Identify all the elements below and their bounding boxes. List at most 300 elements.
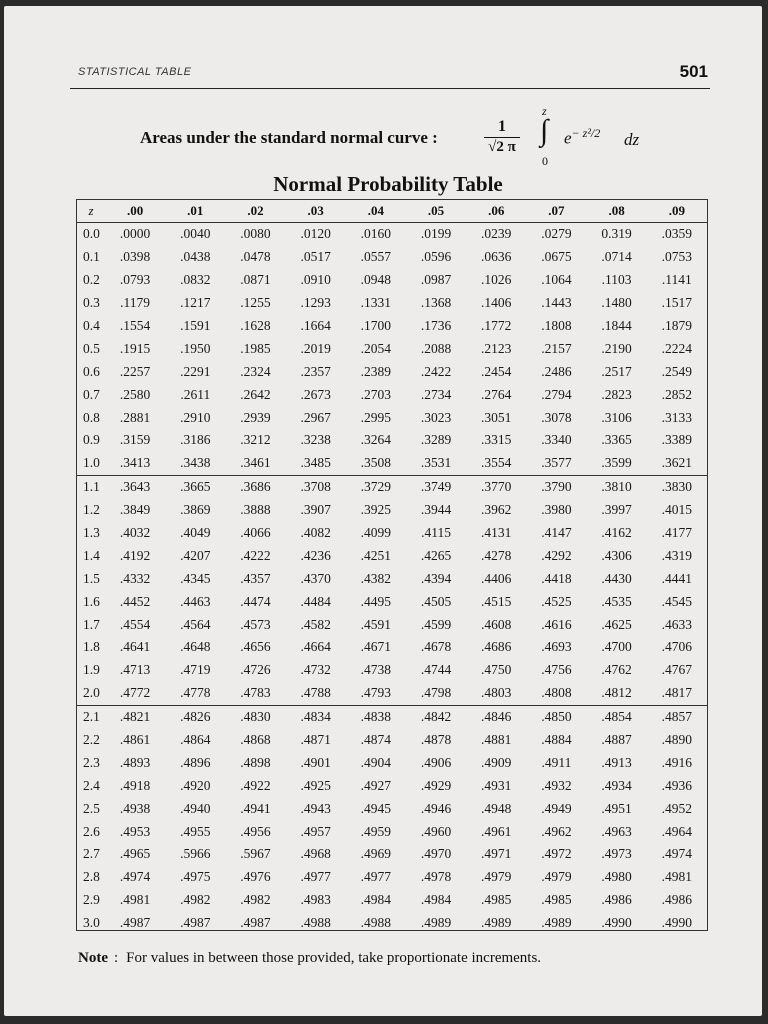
probability-cell: .4713 xyxy=(119,662,151,678)
table-row xyxy=(77,797,707,820)
probability-cell: .4977 xyxy=(360,869,392,885)
probability-cell: .4591 xyxy=(360,616,392,632)
probability-cell: .4265 xyxy=(420,547,452,563)
probability-cell: .1443 xyxy=(541,295,572,311)
z-value-cell: 2.1 xyxy=(83,709,100,725)
probability-cell: .0120 xyxy=(300,226,331,242)
probability-cell: .4871 xyxy=(300,732,331,748)
probability-cell: .2611 xyxy=(180,386,211,402)
probability-cell: .4920 xyxy=(180,777,211,793)
probability-cell: .4948 xyxy=(481,800,512,816)
probability-cell: .0987 xyxy=(420,272,452,288)
probability-cell: .1664 xyxy=(300,318,331,333)
table-row xyxy=(77,613,707,636)
probability-cell: .4656 xyxy=(240,639,271,655)
probability-cell: .4798 xyxy=(406,682,466,705)
z-value-cell: 0.5 xyxy=(83,340,100,356)
probability-cell: .4981 xyxy=(119,892,151,908)
probability-cell: .1554 xyxy=(119,318,151,333)
probability-cell: .4881 xyxy=(481,732,512,748)
table-row xyxy=(77,820,707,843)
probability-cell: .4971 xyxy=(481,846,512,862)
page-number: 501 xyxy=(679,62,708,81)
probability-cell: .4015 xyxy=(661,502,693,518)
probability-cell: .2486 xyxy=(541,363,572,379)
fraction-numerator: 1 xyxy=(484,118,520,138)
probability-cell: .1293 xyxy=(300,295,331,311)
probability-cell: .3212 xyxy=(240,432,271,448)
header-z: z xyxy=(77,200,105,223)
probability-cell: .4946 xyxy=(420,800,452,816)
probability-cell: .4671 xyxy=(360,639,392,655)
probability-cell: .4985 xyxy=(541,892,572,908)
probability-cell: .1217 xyxy=(180,295,211,311)
probability-cell: .2019 xyxy=(300,340,331,356)
probability-cell: .4974 xyxy=(661,846,693,862)
probability-cell: .4767 xyxy=(661,662,693,678)
probability-cell: .4940 xyxy=(180,800,211,816)
probability-cell: .3962 xyxy=(481,502,512,518)
table-row xyxy=(77,544,707,567)
formula-block xyxy=(140,104,660,174)
probability-cell: .4838 xyxy=(360,709,392,725)
probability-cell: .4896 xyxy=(180,754,211,770)
probability-cell: .4909 xyxy=(481,754,512,770)
probability-cell: .4177 xyxy=(661,525,693,541)
probability-cell: .4641 xyxy=(119,639,151,655)
probability-cell: .0832 xyxy=(180,272,211,288)
integral-upper-limit: z xyxy=(542,104,547,118)
probability-cell: .0793 xyxy=(119,272,151,288)
table-row xyxy=(77,774,707,797)
probability-cell: .3790 xyxy=(541,479,572,495)
probability-cell: .4949 xyxy=(541,800,572,816)
probability-cell: .3461 xyxy=(225,452,285,475)
probability-cell: .4893 xyxy=(119,754,151,770)
probability-cell: .4738 xyxy=(360,662,392,678)
z-value-cell: 3.0 xyxy=(83,915,100,931)
probability-cell: .4973 xyxy=(601,846,632,862)
probability-cell: .1141 xyxy=(661,272,692,288)
probability-cell: .4990 xyxy=(601,915,632,931)
probability-cell: .4850 xyxy=(541,709,572,725)
probability-cell: .3686 xyxy=(240,479,271,495)
z-value-cell: 2.7 xyxy=(83,846,100,862)
header-col: .05 xyxy=(406,200,466,223)
probability-cell: .4864 xyxy=(180,732,211,748)
probability-cell: .4953 xyxy=(119,823,151,839)
probability-cell: .4842 xyxy=(420,709,452,725)
probability-cell: .2967 xyxy=(300,409,331,425)
probability-cell: .0160 xyxy=(360,226,392,242)
probability-cell: .3729 xyxy=(360,479,392,495)
probability-cell: .4987 xyxy=(119,915,151,931)
header-col: .00 xyxy=(105,200,165,223)
probability-cell: .4382 xyxy=(360,570,392,586)
probability-cell: .4452 xyxy=(119,593,151,609)
probability-cell: .4345 xyxy=(180,570,211,586)
probability-cell: .4990 xyxy=(661,915,693,931)
probability-cell: .4554 xyxy=(119,616,151,632)
probability-cell: .3023 xyxy=(420,409,452,425)
normal-probability-table xyxy=(76,199,708,931)
probability-cell: .4762 xyxy=(601,662,632,678)
probability-cell: .0438 xyxy=(180,249,211,265)
probability-cell: .4861 xyxy=(119,732,151,748)
probability-cell: .4495 xyxy=(360,593,392,609)
probability-cell: .4812 xyxy=(587,682,647,705)
probability-cell: .3944 xyxy=(420,502,452,518)
probability-cell: .4972 xyxy=(541,846,572,862)
probability-cell: .3907 xyxy=(300,502,331,518)
probability-cell: .4484 xyxy=(300,593,331,609)
z-value-cell: 2.2 xyxy=(83,732,100,748)
table-row xyxy=(77,246,707,269)
z-value-cell: 0.9 xyxy=(83,432,100,448)
probability-cell: .4963 xyxy=(601,823,632,839)
probability-cell: .2703 xyxy=(360,386,392,402)
probability-cell: .4943 xyxy=(300,800,331,816)
probability-cell: .4857 xyxy=(661,709,693,725)
z-value-cell: 2.8 xyxy=(83,869,100,885)
probability-cell: .0199 xyxy=(420,226,452,242)
probability-cell: .2123 xyxy=(481,340,512,356)
probability-cell: .3289 xyxy=(420,432,452,448)
probability-cell: .4986 xyxy=(661,892,693,908)
probability-cell: .2673 xyxy=(300,386,331,402)
probability-cell: .2054 xyxy=(360,340,392,356)
probability-cell: .4960 xyxy=(420,823,452,839)
probability-cell: .4278 xyxy=(481,547,512,563)
probability-cell: .4131 xyxy=(481,525,512,541)
table-row xyxy=(77,499,707,522)
probability-cell: .1844 xyxy=(601,318,632,333)
probability-cell: .4251 xyxy=(360,547,392,563)
probability-cell: .4826 xyxy=(180,709,211,725)
table-row xyxy=(77,682,707,705)
probability-cell: .4988 xyxy=(300,915,331,931)
probability-cell: .4719 xyxy=(180,662,211,678)
probability-cell: .4941 xyxy=(240,800,271,816)
probability-cell: .0279 xyxy=(541,226,572,242)
header-col: .08 xyxy=(587,200,647,223)
z-value-cell: 2.0 xyxy=(77,682,105,705)
probability-cell: .4778 xyxy=(165,682,225,705)
probability-cell: .4984 xyxy=(420,892,452,908)
z-value-cell: 0.6 xyxy=(83,363,100,379)
probability-cell: .1406 xyxy=(481,295,512,311)
probability-cell: .1064 xyxy=(541,272,572,288)
probability-cell: .4032 xyxy=(119,525,151,541)
table-row xyxy=(77,452,707,475)
probability-cell: .4793 xyxy=(346,682,406,705)
probability-cell: .0753 xyxy=(661,249,693,265)
integrand-base: e xyxy=(564,128,572,148)
section-title: STATISTICAL TABLE xyxy=(78,66,192,78)
probability-cell: .4147 xyxy=(541,525,572,541)
probability-cell: .2517 xyxy=(601,363,632,379)
probability-cell: .3264 xyxy=(360,432,392,448)
probability-cell: .3531 xyxy=(406,452,466,475)
probability-cell: .4406 xyxy=(481,570,512,586)
probability-cell: .4744 xyxy=(420,662,452,678)
probability-cell: .1879 xyxy=(661,318,693,333)
probability-cell: .3389 xyxy=(661,432,693,448)
table-row xyxy=(77,337,707,360)
probability-cell: .4441 xyxy=(661,570,693,586)
probability-cell: .4911 xyxy=(541,754,572,770)
probability-cell: .2580 xyxy=(119,386,151,402)
probability-cell: .1808 xyxy=(541,318,572,333)
probability-cell: .4929 xyxy=(420,777,452,793)
probability-cell: .4756 xyxy=(541,662,572,678)
z-value-cell: 2.9 xyxy=(83,892,100,908)
probability-cell: .2794 xyxy=(541,386,572,402)
probability-cell: .4989 xyxy=(420,915,452,931)
probability-cell: .4115 xyxy=(421,525,451,541)
probability-cell: .4162 xyxy=(601,525,632,541)
z-value-cell: 0.7 xyxy=(83,386,100,402)
probability-cell: .4463 xyxy=(180,593,211,609)
probability-cell: .4535 xyxy=(601,593,632,609)
probability-cell: .2389 xyxy=(360,363,392,379)
table-header-row xyxy=(77,200,707,223)
probability-cell: .2881 xyxy=(119,409,151,425)
probability-cell: .4936 xyxy=(661,777,693,793)
probability-cell: .0557 xyxy=(360,249,392,265)
probability-cell: .3810 xyxy=(601,479,632,495)
probability-cell: .3159 xyxy=(119,432,151,448)
probability-cell: .4418 xyxy=(541,570,572,586)
probability-cell: .4951 xyxy=(601,800,632,816)
table-row xyxy=(77,636,707,659)
probability-cell: .4982 xyxy=(180,892,211,908)
probability-cell: .4981 xyxy=(661,869,693,885)
probability-cell: .2910 xyxy=(180,409,211,425)
probability-cell: .1103 xyxy=(601,272,632,288)
probability-cell: .4732 xyxy=(300,662,331,678)
probability-cell: .4962 xyxy=(541,823,572,839)
probability-cell: .4957 xyxy=(300,823,331,839)
probability-cell: .4474 xyxy=(240,593,271,609)
header-col: .01 xyxy=(165,200,225,223)
z-value-cell: 0.1 xyxy=(83,249,100,265)
table-row xyxy=(77,292,707,315)
probability-cell: .4706 xyxy=(661,639,693,655)
fraction-denominator: √2 π xyxy=(488,139,516,155)
probability-cell: .4989 xyxy=(481,915,512,931)
probability-cell: .3997 xyxy=(601,502,632,518)
header-col: .07 xyxy=(526,200,586,223)
probability-cell: .3238 xyxy=(300,432,331,448)
header-col: .04 xyxy=(346,200,406,223)
header-col: .06 xyxy=(466,200,526,223)
header-col: .02 xyxy=(225,200,285,223)
differential: dz xyxy=(624,130,640,149)
probability-cell: .4922 xyxy=(240,777,271,793)
probability-cell: .3554 xyxy=(466,452,526,475)
probability-cell: .4874 xyxy=(360,732,392,748)
probability-cell: .4982 xyxy=(240,892,271,908)
probability-cell: .4693 xyxy=(541,639,572,655)
probability-cell: .4976 xyxy=(240,869,271,885)
probability-cell: .3508 xyxy=(346,452,406,475)
probability-cell: .3485 xyxy=(286,452,346,475)
probability-cell: .2324 xyxy=(240,363,271,379)
z-value-cell: 0.2 xyxy=(83,272,100,288)
probability-cell: .1480 xyxy=(601,295,632,311)
probability-cell: .4319 xyxy=(661,547,693,563)
probability-cell: .0871 xyxy=(240,272,271,288)
probability-cell: .1179 xyxy=(120,295,151,311)
probability-cell: .4357 xyxy=(240,570,271,586)
probability-cell: .0596 xyxy=(420,249,452,265)
table-row xyxy=(77,912,707,935)
probability-cell: .4987 xyxy=(240,915,271,931)
probability-cell: .4959 xyxy=(360,823,392,839)
probability-cell: .3830 xyxy=(661,479,693,495)
table-row xyxy=(77,729,707,752)
probability-cell: .4846 xyxy=(481,709,512,725)
probability-cell: .4979 xyxy=(541,869,572,885)
z-value-cell: 1.2 xyxy=(83,502,100,518)
probability-cell: .4817 xyxy=(647,682,707,705)
header-col: .03 xyxy=(286,200,346,223)
table-row xyxy=(77,406,707,429)
probability-cell: .4625 xyxy=(601,616,632,632)
probability-cell: .2642 xyxy=(240,386,271,402)
footnote xyxy=(78,950,541,967)
note-text: For values in between those provided, take proportionate increments. xyxy=(126,950,542,966)
probability-cell: .1591 xyxy=(180,318,211,333)
probability-cell: .4616 xyxy=(541,616,572,632)
probability-cell: .2823 xyxy=(601,386,632,402)
probability-cell: .4772 xyxy=(105,682,165,705)
table-row xyxy=(77,475,707,498)
probability-cell: .4099 xyxy=(360,525,392,541)
probability-cell: .4978 xyxy=(420,869,452,885)
probability-cell: .2764 xyxy=(481,386,512,402)
probability-cell: .4049 xyxy=(180,525,211,541)
probability-cell: .4964 xyxy=(661,823,693,839)
formula-caption: Areas under the standard normal curve : xyxy=(140,128,438,147)
probability-cell: .3869 xyxy=(180,502,211,518)
probability-cell: .4890 xyxy=(661,732,693,748)
probability-cell: .4686 xyxy=(481,639,512,655)
probability-cell: .1736 xyxy=(420,318,452,333)
probability-cell: .4968 xyxy=(300,846,331,862)
probability-cell: .4608 xyxy=(481,616,512,632)
probability-cell: .4878 xyxy=(420,732,452,748)
probability-cell: .4989 xyxy=(541,915,572,931)
probability-cell: .4066 xyxy=(240,525,271,541)
probability-cell: .4965 xyxy=(119,846,151,862)
probability-cell: .4988 xyxy=(360,915,392,931)
probability-cell: .4955 xyxy=(180,823,211,839)
probability-cell: .3849 xyxy=(119,502,151,518)
probability-cell: .4515 xyxy=(481,593,512,609)
probability-cell: .4983 xyxy=(300,892,331,908)
probability-cell: .2939 xyxy=(240,409,271,425)
probability-cell: 0.319 xyxy=(601,226,632,242)
probability-cell: .4599 xyxy=(420,616,452,632)
probability-cell: .2357 xyxy=(300,363,331,379)
probability-cell: .0910 xyxy=(300,272,331,288)
probability-cell: .4573 xyxy=(240,616,271,632)
formula-fraction xyxy=(484,118,520,156)
probability-cell: .4545 xyxy=(661,593,693,609)
probability-cell: .4700 xyxy=(601,639,632,655)
probability-cell: .3365 xyxy=(601,432,632,448)
table-row xyxy=(77,522,707,545)
table-row xyxy=(77,843,707,866)
probability-cell: .0239 xyxy=(481,226,512,242)
probability-cell: .3577 xyxy=(526,452,586,475)
table-row xyxy=(77,567,707,590)
probability-cell: .0359 xyxy=(661,226,693,242)
probability-cell: .4678 xyxy=(420,639,452,655)
probability-cell: .1985 xyxy=(240,340,271,356)
z-value-cell: 0.8 xyxy=(83,409,100,425)
probability-cell: .4292 xyxy=(541,547,572,563)
note-colon: : xyxy=(114,950,119,966)
probability-cell: .4913 xyxy=(601,754,632,770)
z-value-cell: 2.4 xyxy=(83,777,100,793)
probability-cell: .3133 xyxy=(661,409,693,425)
table-row xyxy=(77,866,707,889)
probability-cell: .4430 xyxy=(601,570,632,586)
integral-lower-limit: 0 xyxy=(542,154,548,168)
probability-cell: .4821 xyxy=(119,709,151,725)
probability-cell: .1368 xyxy=(420,295,452,311)
probability-cell: .3749 xyxy=(420,479,452,495)
probability-cell: .2549 xyxy=(661,363,693,379)
z-value-cell: 0.4 xyxy=(83,318,100,333)
probability-cell: .4975 xyxy=(180,869,211,885)
probability-cell: .4648 xyxy=(180,639,211,655)
z-value-cell: 1.9 xyxy=(83,662,100,678)
probability-cell: .3888 xyxy=(240,502,271,518)
z-value-cell: 2.6 xyxy=(83,823,100,839)
probability-cell: .4525 xyxy=(541,593,572,609)
probability-cell: .4192 xyxy=(119,547,151,563)
probability-cell: .2224 xyxy=(661,340,693,356)
probability-cell: .3599 xyxy=(587,452,647,475)
table-row xyxy=(77,315,707,338)
z-value-cell: 2.5 xyxy=(83,800,100,816)
probability-cell: .4306 xyxy=(601,547,632,563)
z-value-cell: 1.5 xyxy=(83,570,100,586)
table-row xyxy=(77,383,707,406)
probability-cell: .2734 xyxy=(420,386,452,402)
z-value-cell: 0.0 xyxy=(83,226,100,242)
table-row xyxy=(77,360,707,383)
probability-cell: .3186 xyxy=(180,432,211,448)
running-header xyxy=(70,62,710,89)
probability-cell: .4803 xyxy=(466,682,526,705)
probability-cell: .1772 xyxy=(481,318,512,333)
probability-cell: .5966 xyxy=(180,846,211,862)
probability-cell: .4918 xyxy=(119,777,151,793)
probability-cell: .4956 xyxy=(240,823,271,839)
probability-cell: .0675 xyxy=(541,249,572,265)
z-value-cell: 2.3 xyxy=(83,754,100,770)
probability-cell: .0478 xyxy=(240,249,271,265)
probability-cell: .4934 xyxy=(601,777,632,793)
probability-cell: .4984 xyxy=(360,892,392,908)
probability-cell: .4332 xyxy=(119,570,151,586)
probability-cell: .1026 xyxy=(481,272,512,288)
